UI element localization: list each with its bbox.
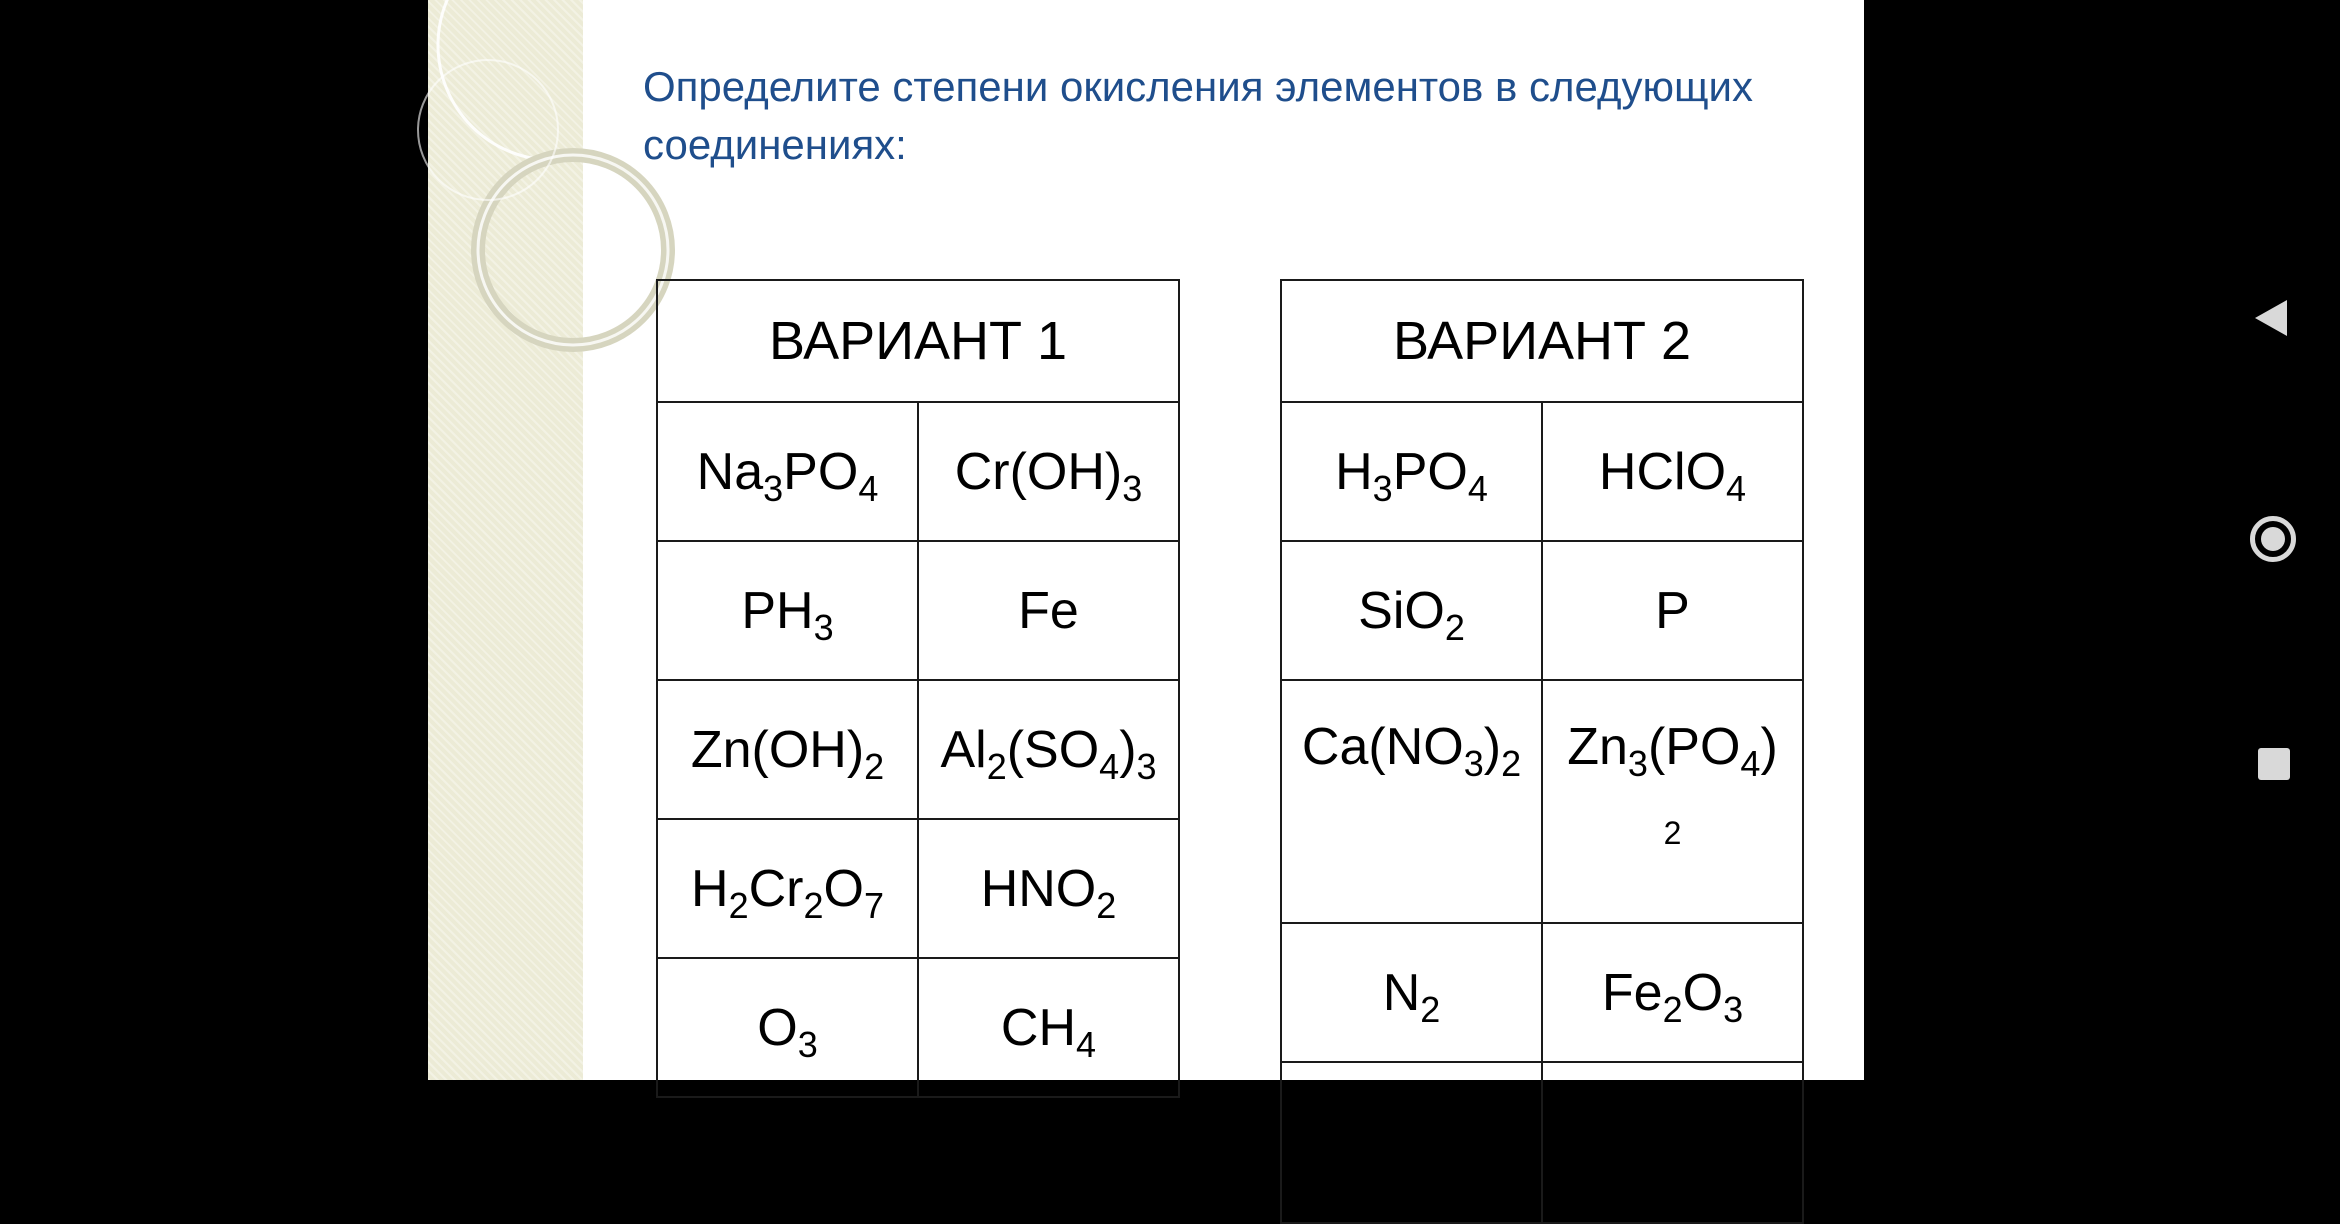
- navigation-bar: [2210, 0, 2340, 1080]
- formula-cell: $H_3PO_4$: [1281, 402, 1542, 541]
- variant-2-table: [1280, 279, 1804, 1224]
- formula-cell: $HNO_2$: [918, 819, 1179, 958]
- back-button[interactable]: [2210, 270, 2340, 360]
- formula-cell: $N_2$: [1281, 923, 1542, 1062]
- decorative-panel: [428, 0, 583, 1080]
- formula-cell: Fe: [918, 541, 1179, 680]
- formula-cell: P: [1542, 541, 1803, 680]
- formula-cell: $Na_3PO_4$: [657, 402, 918, 541]
- formula-cell: Fe(OH): [1281, 1062, 1542, 1223]
- home-icon: [2250, 516, 2296, 562]
- slide: [428, 0, 1864, 1144]
- recents-button[interactable]: [2210, 720, 2340, 810]
- decorative-circles-icon: [428, 0, 583, 1080]
- formula-cell: $Fe_2O_3$: [1542, 923, 1803, 1062]
- formula-cell: $Zn(OH)_2$: [657, 680, 918, 819]
- formula-cell: $Zn_3(PO_4)$ 2: [1542, 680, 1803, 923]
- formula-cell: $Cr(OH)_3$: [918, 402, 1179, 541]
- formula-cell: $O_3$: [657, 958, 918, 1097]
- recents-icon: [2258, 748, 2290, 780]
- home-button[interactable]: [2210, 495, 2340, 585]
- back-icon: [2255, 300, 2287, 336]
- formula-cell: HClO$_4$: [1542, 402, 1803, 541]
- variant-2-title: ВАРИАНТ 2: [1281, 280, 1803, 402]
- formula-cell: $H_2Cr_2O_7$: [657, 819, 918, 958]
- formula-cell: $CH_4$: [918, 958, 1179, 1097]
- slide-heading: Определите степени окисления элементов в следующих соединениях:: [643, 63, 1753, 168]
- variant-1-title: ВАРИАНТ 1: [657, 280, 1179, 402]
- formula-cell: SiO$_2$: [1281, 541, 1542, 680]
- formula-cell: $Al_2(SO_4)_3$: [918, 680, 1179, 819]
- variant-1-table: [656, 279, 1180, 1098]
- formula-cell: Mg(OH): [1542, 1062, 1803, 1223]
- formula-cell: $Ca(NO_3)_2$: [1281, 680, 1542, 923]
- formula-cell: $PH_3$: [657, 541, 918, 680]
